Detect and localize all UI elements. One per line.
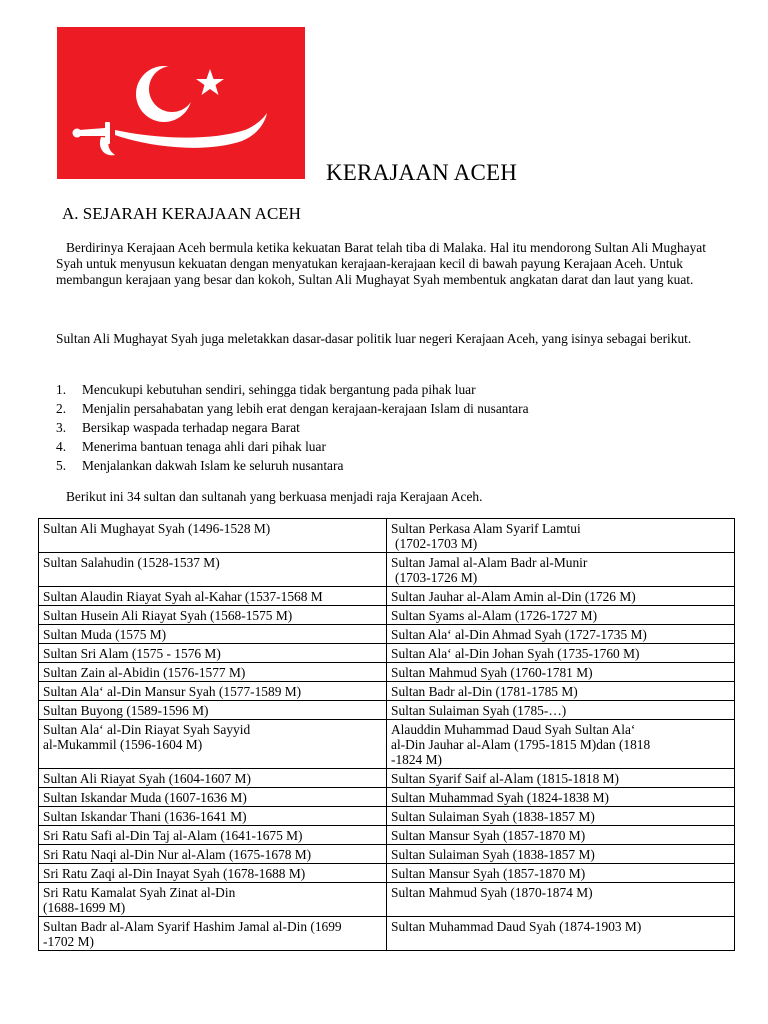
sultan-name-line: Sultan Mahmud Syah (1760-1781 M) — [391, 665, 593, 680]
sultan-name-line: Sultan Ala‘ al-Din Johan Syah (1735-1760 M) — [391, 646, 640, 661]
sultan-name-line: Sultan Salahudin (1528-1537 M) — [43, 555, 220, 570]
page-title: KERAJAAN ACEH — [326, 160, 518, 185]
sultan-name-line: Sri Ratu Safi al-Din Taj al-Alam (1641-1675 M) — [43, 828, 303, 843]
table-cell-left — [39, 701, 387, 720]
table-row — [39, 553, 735, 587]
table-cell-left — [39, 883, 387, 917]
table-row — [39, 606, 735, 625]
sultan-name-line: -1824 M) — [391, 752, 442, 767]
sultan-name-line: Sultan Iskandar Thani (1636-1641 M) — [43, 809, 247, 824]
aceh-flag-icon — [57, 27, 305, 179]
table-cell-left — [39, 845, 387, 864]
table-cell-left — [39, 769, 387, 788]
list-number: 5. — [56, 458, 67, 473]
table-row — [39, 701, 735, 720]
table-cell-right — [387, 807, 735, 826]
table-cell-right — [387, 864, 735, 883]
table-row — [39, 587, 735, 606]
table-cell-left — [39, 788, 387, 807]
table-cell-right — [387, 625, 735, 644]
list-text: Mencukupi kebutuhan sendiri, sehingga tidak bergantung pada pihak luar — [82, 382, 476, 397]
table-cell-left — [39, 720, 387, 769]
table-cell-left — [39, 917, 387, 951]
sultan-name-line: Alauddin Muhammad Daud Syah Sultan Ala‘ — [391, 722, 636, 737]
table-cell-left — [39, 519, 387, 553]
sultan-name-line: Sultan Ali Mughayat Syah (1496-1528 M) — [43, 521, 271, 536]
sultan-name-line: (1688-1699 M) — [43, 900, 126, 915]
sultan-name-line: Sultan Syams al-Alam (1726-1727 M) — [391, 608, 598, 623]
table-row — [39, 682, 735, 701]
list-item — [56, 456, 716, 475]
table-row — [39, 788, 735, 807]
table-cell-left — [39, 587, 387, 606]
table-cell-right — [387, 788, 735, 807]
sultan-name-line: al-Din Jauhar al-Alam (1795-1815 M)dan (1818 — [391, 737, 651, 752]
table-intro: Berikut ini 34 sultan dan sultanah yang berkuasa menjadi raja Kerajaan Aceh. — [66, 489, 483, 504]
table-cell-right — [387, 519, 735, 553]
table-row — [39, 807, 735, 826]
table-row — [39, 883, 735, 917]
sultan-name-line: Sultan Mahmud Syah (1870-1874 M) — [391, 885, 593, 900]
list-item — [56, 380, 716, 399]
table-cell-left — [39, 682, 387, 701]
sultan-name-line: Sultan Jamal al-Alam Badr al-Munir — [391, 555, 588, 570]
sultan-name-line: Sultan Perkasa Alam Syarif Lamtui — [391, 521, 581, 536]
list-number: 1. — [56, 382, 67, 397]
sultan-name-line: Sultan Muhammad Daud Syah (1874-1903 M) — [391, 919, 642, 934]
sultan-name-line: Sultan Ala‘ al-Din Mansur Syah (1577-1589 M) — [43, 684, 302, 699]
sultan-name-line: Sri Ratu Kamalat Syah Zinat al-Din — [43, 885, 236, 900]
table-cell-right — [387, 644, 735, 663]
sultan-name-line: Sultan Alaudin Riayat Syah al-Kahar (1537-1568 M — [43, 589, 323, 604]
table-row — [39, 519, 735, 553]
table-cell-left — [39, 663, 387, 682]
sultan-name-line: Sultan Iskandar Muda (1607-1636 M) — [43, 790, 247, 805]
table-row — [39, 864, 735, 883]
sultan-name-line: Sultan Husein Ali Riayat Syah (1568-1575 M) — [43, 608, 293, 623]
table-cell-right — [387, 606, 735, 625]
sultan-name-line: Sultan Sulaiman Syah (1838-1857 M) — [391, 809, 595, 824]
table-cell-left — [39, 864, 387, 883]
table-cell-left — [39, 606, 387, 625]
sultan-name-line: Sri Ratu Zaqi al-Din Inayat Syah (1678-1688 M) — [43, 866, 306, 881]
sultan-name-line: Sultan Ali Riayat Syah (1604-1607 M) — [43, 771, 251, 786]
table-cell-right — [387, 769, 735, 788]
policy-list — [56, 380, 716, 475]
table-row — [39, 720, 735, 769]
table-row — [39, 644, 735, 663]
list-number: 3. — [56, 420, 67, 435]
list-item — [56, 418, 716, 437]
table-cell-left — [39, 625, 387, 644]
sultan-name-line: Sultan Muda (1575 M) — [43, 627, 167, 642]
table-row — [39, 625, 735, 644]
table-cell-right — [387, 682, 735, 701]
sultan-name-line: (1703-1726 M) — [395, 570, 478, 585]
list-item — [56, 437, 716, 456]
table-cell-left — [39, 807, 387, 826]
table-cell-right — [387, 553, 735, 587]
list-number: 4. — [56, 439, 67, 454]
sultan-name-line: Sultan Zain al-Abidin (1576-1577 M) — [43, 665, 246, 680]
list-item — [56, 399, 716, 418]
sultan-name-line: Sultan Mansur Syah (1857-1870 M) — [391, 866, 586, 881]
table-cell-right — [387, 720, 735, 769]
list-text: Menjalin persahabatan yang lebih erat dengan kerajaan-kerajaan Islam di nusantara — [82, 401, 529, 416]
sultan-name-line: -1702 M) — [43, 934, 94, 949]
table-row — [39, 769, 735, 788]
table-cell-right — [387, 917, 735, 951]
list-text: Menerima bantuan tenaga ahli dari pihak luar — [82, 439, 326, 454]
sultan-name-line: Sultan Sulaiman Syah (1785-…) — [391, 703, 567, 718]
table-cell-right — [387, 845, 735, 864]
table-cell-right — [387, 826, 735, 845]
section-heading: A. SEJARAH KERAJAAN ACEH — [62, 204, 301, 223]
sultan-name-line: Sultan Badr al-Din (1781-1785 M) — [391, 684, 578, 699]
paragraph-history: Berdirinya Kerajaan Aceh bermula ketika kekuatan Barat telah tiba di Malaka. Hal itu mendorong Sultan Ali Mughayat Syah untuk menyusun kekuatan dengan menyatukan kerajaan-kerajaan kecil di bawah payung Kerajaan Aceh. Untuk membangun kerajaan yang besar dan kokoh, Sultan Ali Mughayat Syah membentuk angkatan darat dan laut yang kuat. — [56, 240, 706, 287]
sultan-name-line: Sultan Mansur Syah (1857-1870 M) — [391, 828, 586, 843]
sultan-name-line: Sultan Sulaiman Syah (1838-1857 M) — [391, 847, 595, 862]
sultan-name-line: Sultan Ala‘ al-Din Riayat Syah Sayyid — [43, 722, 251, 737]
sultan-name-line: Sri Ratu Naqi al-Din Nur al-Alam (1675-1678 M) — [43, 847, 312, 862]
table-row — [39, 826, 735, 845]
table-cell-right — [387, 663, 735, 682]
table-cell-left — [39, 644, 387, 663]
table-cell-right — [387, 587, 735, 606]
sultan-name-line: al-Mukammil (1596-1604 M) — [43, 737, 203, 752]
list-number: 2. — [56, 401, 67, 416]
table-cell-right — [387, 701, 735, 720]
sultan-table — [38, 518, 735, 951]
sultan-name-line: Sultan Buyong (1589-1596 M) — [43, 703, 209, 718]
sultan-name-line: Sultan Sri Alam (1575 - 1576 M) — [43, 646, 221, 661]
sultan-name-line: (1702-1703 M) — [395, 536, 478, 551]
sultan-name-line: Sultan Ala‘ al-Din Ahmad Syah (1727-1735 M) — [391, 627, 647, 642]
list-text: Bersikap waspada terhadap negara Barat — [82, 420, 300, 435]
sultan-name-line: Sultan Muhammad Syah (1824-1838 M) — [391, 790, 609, 805]
table-cell-left — [39, 553, 387, 587]
sultan-name-line: Sultan Jauhar al-Alam Amin al-Din (1726 M) — [391, 589, 636, 604]
table-cell-right — [387, 883, 735, 917]
paragraph-foreign-policy: Sultan Ali Mughayat Syah juga meletakkan dasar-dasar politik luar negeri Kerajaan Aceh, yang isinya sebagai berikut. — [56, 331, 692, 346]
table-row — [39, 917, 735, 951]
table-row — [39, 663, 735, 682]
table-cell-left — [39, 826, 387, 845]
sultan-name-line: Sultan Syarif Saif al-Alam (1815-1818 M) — [391, 771, 619, 786]
list-text: Menjalankan dakwah Islam ke seluruh nusantara — [82, 458, 344, 473]
sultan-name-line: Sultan Badr al-Alam Syarif Hashim Jamal al-Din (1699 — [43, 919, 342, 934]
table-row — [39, 845, 735, 864]
